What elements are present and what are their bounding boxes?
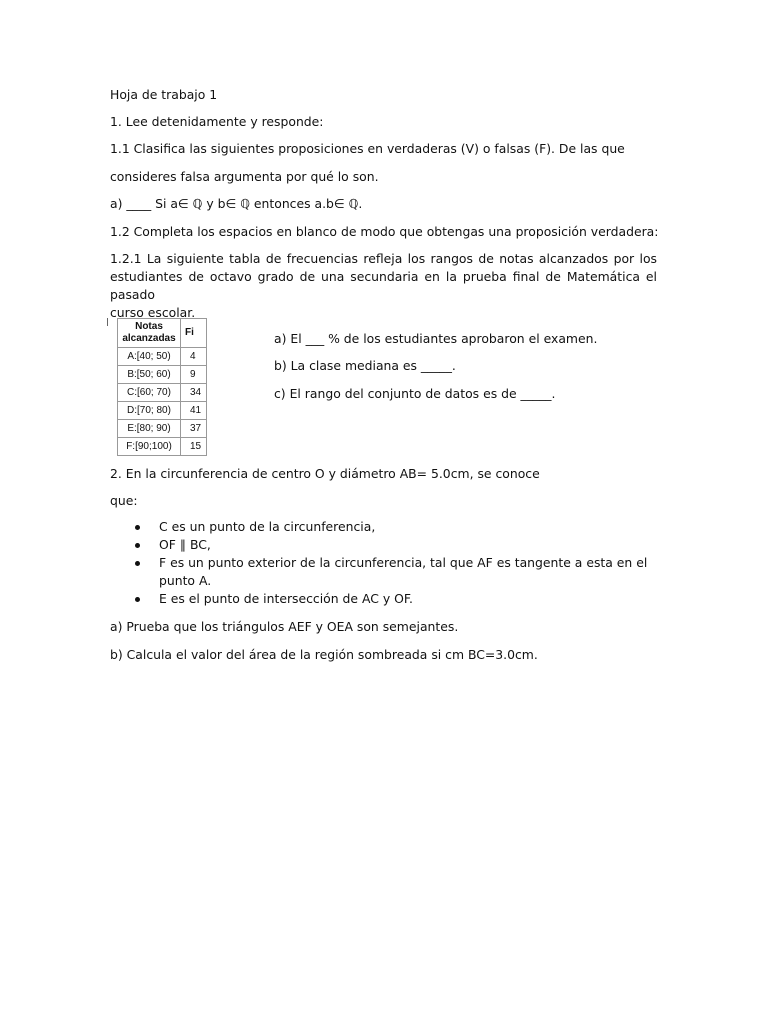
text-cursor-mark: [107, 318, 108, 326]
table-row: [118, 420, 207, 438]
header-fi: Fi: [181, 319, 207, 348]
frequency-cell: 4: [181, 348, 207, 366]
question-2-item-a: a) Prueba que los triángulos AEF y OEA son semejantes.: [110, 619, 459, 634]
question-1-heading: 1. Lee detenidamente y responde:: [110, 114, 324, 129]
header-line: alcanzadas: [122, 333, 176, 344]
paragraph-1-2-1-line: curso escolar.: [110, 305, 196, 320]
frequency-cell: 34: [181, 384, 207, 402]
table-row: [118, 348, 207, 366]
list-item-text: OF ∥ BC,: [159, 537, 211, 552]
class-cell: E:[80; 90): [118, 420, 181, 438]
bullet-icon: [135, 561, 140, 566]
class-cell: C:[60; 70): [118, 384, 181, 402]
class-cell: B:[50; 60): [118, 366, 181, 384]
question-2-line-2: que:: [110, 493, 138, 508]
instruction-1-1-line-2: consideres falsa argumenta por qué lo son.: [110, 169, 379, 184]
instruction-1-1-line-1: 1.1 Clasifica las siguientes proposiciones en verdaderas (V) o falsas (F). De las que: [110, 141, 625, 156]
frequency-cell: 37: [181, 420, 207, 438]
frequency-cell: 41: [181, 402, 207, 420]
question-2-line-1: 2. En la circunferencia de centro O y diámetro AB= 5.0cm, se conoce: [110, 466, 540, 481]
list-item: [110, 536, 657, 554]
list-item-text: E es el punto de intersección de AC y OF.: [159, 591, 413, 606]
question-2-item-b: b) Calcula el valor del área de la región sombreada si cm BC=3.0cm.: [110, 647, 538, 662]
bullet-icon: [135, 597, 140, 602]
worksheet-title: Hoja de trabajo 1: [110, 87, 218, 102]
conditions-list: [110, 518, 657, 608]
blank-b: b) La clase mediana es _____.: [274, 358, 456, 373]
frequency-table: [117, 318, 207, 456]
proposition-a: a) ____ Si a∈ ℚ y b∈ ℚ entonces a.b∈ ℚ.: [110, 196, 363, 211]
table-row: [118, 438, 207, 456]
paragraph-1-2-1-line: 1.2.1 La siguiente tabla de frecuencias refleja los rangos de notas alcanzados por los: [110, 251, 657, 266]
list-item-text: F es un punto exterior de la circunferencia, tal que AF es tangente a esta en el punto A.: [159, 555, 648, 588]
table-row: [118, 384, 207, 402]
frequency-cell: 9: [181, 366, 207, 384]
list-item-text: C es un punto de la circunferencia,: [159, 519, 376, 534]
instruction-1-2: 1.2 Completa los espacios en blanco de modo que obtengas una proposición verdadera:: [110, 224, 659, 239]
blank-c: c) El rango del conjunto de datos es de _____.: [274, 386, 556, 401]
frequency-cell: 15: [181, 438, 207, 456]
table-row: [118, 366, 207, 384]
bullet-icon: [135, 525, 140, 530]
bullet-icon: [135, 543, 140, 548]
list-item: [110, 518, 657, 536]
header-notas-alcanzadas: [118, 319, 181, 348]
paragraph-1-2-1: [110, 250, 657, 322]
class-cell: A:[40; 50): [118, 348, 181, 366]
table-header-row: [118, 319, 207, 348]
paragraph-1-2-1-line: estudiantes de octavo grado de una secundaria en la prueba final de Matemática el pasado: [110, 269, 657, 302]
list-item: [110, 590, 657, 608]
list-item: [110, 554, 657, 590]
header-line: Notas: [135, 321, 163, 332]
table-row: [118, 402, 207, 420]
class-cell: D:[70; 80): [118, 402, 181, 420]
class-cell: F:[90;100): [118, 438, 181, 456]
blank-a: a) El ___ % de los estudiantes aprobaron el examen.: [274, 331, 598, 346]
